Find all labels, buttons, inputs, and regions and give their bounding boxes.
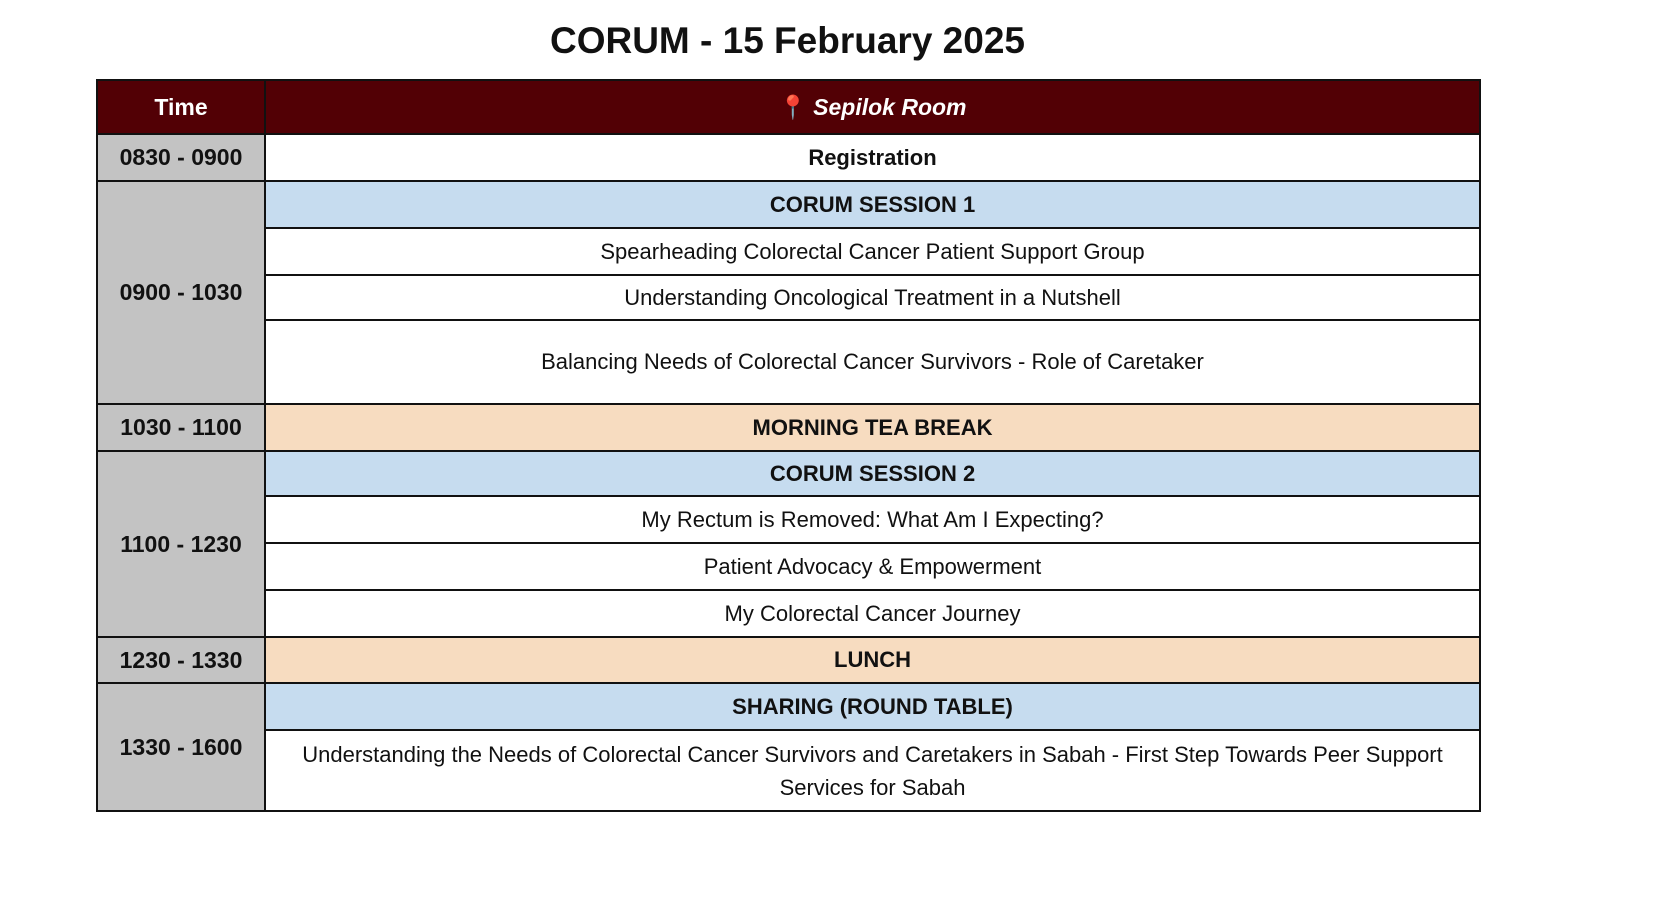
time-header: Time — [97, 80, 265, 134]
session-header: CORUM SESSION 1 — [265, 181, 1480, 228]
talk-cell: My Colorectal Cancer Journey — [265, 590, 1480, 637]
table-row — [97, 683, 1480, 730]
time-cell: 1100 - 1230 — [97, 451, 265, 637]
session-header: SHARING (ROUND TABLE) — [265, 683, 1480, 730]
table-row — [97, 228, 1480, 275]
table-row — [97, 730, 1480, 811]
session-header: CORUM SESSION 2 — [265, 451, 1480, 496]
table-row — [97, 320, 1480, 404]
talk-cell: My Rectum is Removed: What Am I Expecting? — [265, 496, 1480, 543]
time-cell: 0900 - 1030 — [97, 181, 265, 404]
talk-cell: Understanding Oncological Treatment in a Nutshell — [265, 275, 1480, 320]
room-name: Sepilok Room — [813, 93, 967, 120]
table-row — [97, 496, 1480, 543]
table-row — [97, 181, 1480, 228]
time-cell: 1230 - 1330 — [97, 637, 265, 683]
table-row — [97, 590, 1480, 637]
registration-cell: Registration — [265, 134, 1480, 181]
room-header — [265, 80, 1480, 134]
table-row — [97, 134, 1480, 181]
talk-cell: Patient Advocacy & Empowerment — [265, 543, 1480, 590]
header-row — [97, 80, 1480, 134]
time-cell: 0830 - 0900 — [97, 134, 265, 181]
talk-cell: Balancing Needs of Colorectal Cancer Survivors - Role of Caretaker — [265, 320, 1480, 404]
break-cell: LUNCH — [265, 637, 1480, 683]
table-row — [97, 637, 1480, 683]
time-cell: 1330 - 1600 — [97, 683, 265, 811]
talk-cell: Understanding the Needs of Colorectal Cancer Survivors and Caretakers in Sabah - First Step Towards Peer Support Services for Sabah — [265, 730, 1480, 811]
schedule-table — [96, 79, 1481, 812]
table-row — [97, 543, 1480, 590]
table-row — [97, 451, 1480, 496]
table-row — [97, 275, 1480, 320]
page-title: CORUM - 15 February 2025 — [549, 20, 1025, 61]
time-cell: 1030 - 1100 — [97, 404, 265, 451]
break-cell: MORNING TEA BREAK — [265, 404, 1480, 451]
pin-icon: 📍 — [778, 93, 808, 120]
talk-cell: Spearheading Colorectal Cancer Patient Support Group — [265, 228, 1480, 275]
table-row — [97, 404, 1480, 451]
